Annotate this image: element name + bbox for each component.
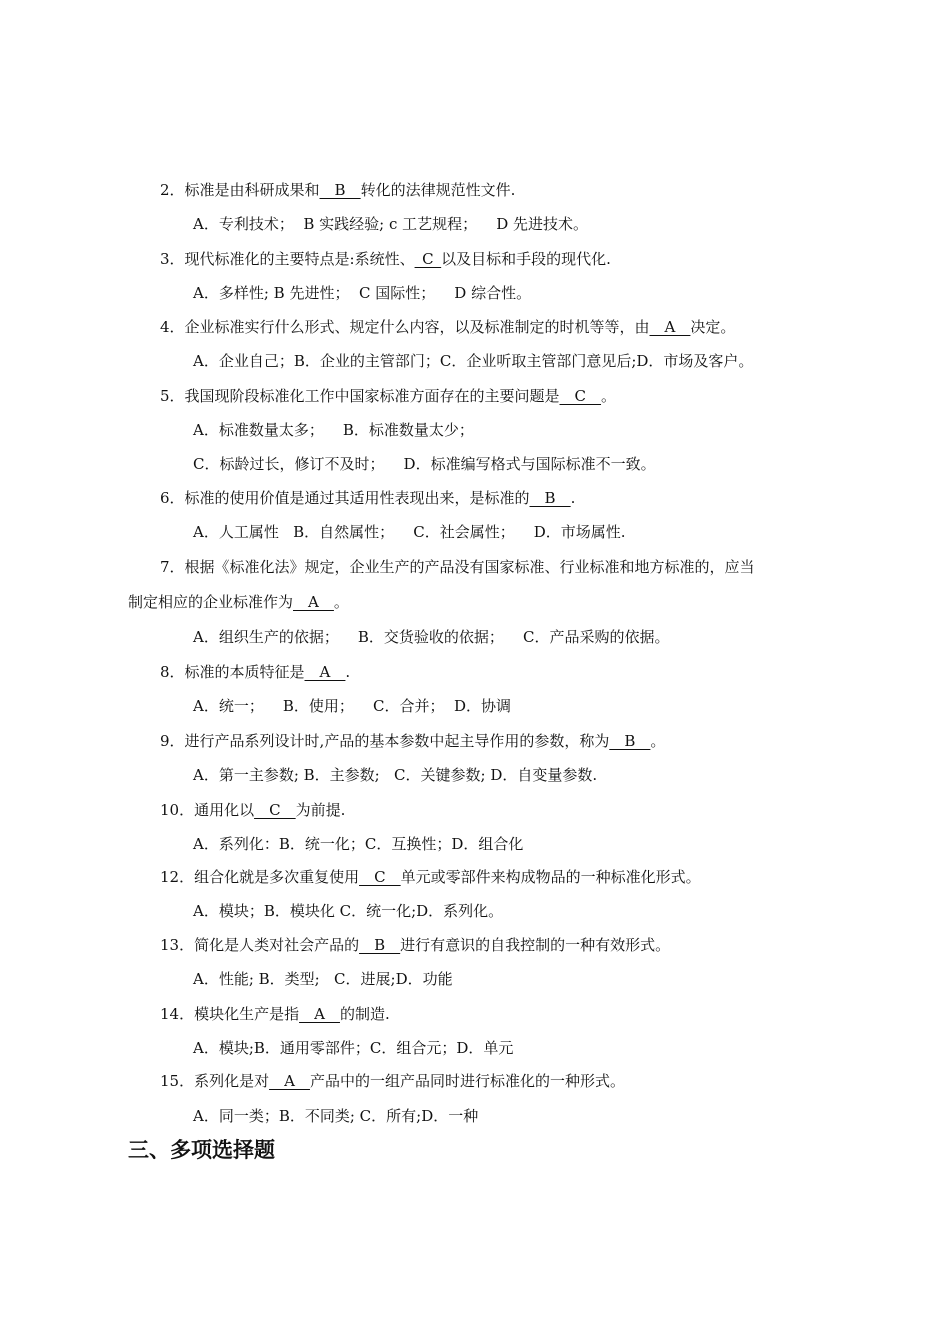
answer-blank: __C__ (359, 868, 401, 886)
answer-options: A．第一主参数; B．主参数; C．关键参数; D．自变量参数. (193, 766, 598, 784)
answer-blank: __B__ (529, 489, 571, 507)
question-text: 。 (650, 732, 666, 750)
question-text: 6．标准的使用价值是通过其适用性表现出来，是标准的 (160, 489, 530, 507)
question-text: 14．模块化生产是指 (160, 1005, 300, 1023)
answer-blank: __B__ (319, 181, 361, 199)
question-text: 10．通用化以 (160, 801, 255, 819)
question-text: 9．进行产品系列设计时,产品的基本参数中起主导作用的参数，称为 (160, 732, 610, 750)
question-text: 进行有意识的自我控制的一种有效形式。 (400, 936, 671, 954)
answer-options: A．组织生产的依据； B．交货验收的依据； C．产品采购的依据。 (193, 628, 670, 646)
question-text: 7．根据《标准化法》规定，企业生产的产品没有国家标准、行业标准和地方标准的，应当 (160, 558, 755, 576)
answer-blank: __A__ (269, 1072, 310, 1090)
question-text: 制定相应的企业标准作为 (128, 593, 294, 611)
question-text: 以及目标和手段的现代化. (441, 250, 611, 268)
question-stem (160, 800, 345, 820)
answer-blank: __B__ (609, 732, 651, 750)
answer-blank: __C__ (559, 387, 602, 405)
answer-blank: __A__ (649, 318, 691, 336)
question-stem (160, 1071, 625, 1091)
question-text: 15．系列化是对 (160, 1072, 270, 1090)
answer-blank: __A__ (304, 663, 346, 681)
question-text: 单元或零部件来构成物品的一种标准化形式。 (400, 868, 701, 886)
question-stem-continued (128, 592, 349, 612)
question-text: 3．现代标准化的主要特点是:系统性、 (160, 250, 415, 268)
answer-options: A．系列化：B．统一化；C．互换性；D．组合化 (193, 835, 524, 853)
question-stem (160, 180, 515, 200)
answer-options: A．人工属性 B．自然属性； C．社会属性； D．市场属性. (193, 523, 626, 541)
answer-options: A．性能; B．类型; C．进展;D．功能 (193, 970, 453, 988)
answer-options: A．统一； B．使用； C．合并； D．协调 (193, 697, 512, 715)
answer-blank: __B__ (359, 936, 401, 954)
question-text: 的制造. (339, 1005, 390, 1023)
answer-blank: __C__ (254, 801, 296, 819)
question-text: 5．我国现阶段标准化工作中国家标准方面存在的主要问题是 (160, 387, 560, 405)
question-stem (160, 317, 735, 337)
question-text: 。 (333, 593, 349, 611)
section-heading: 三、多项选择题 (128, 1138, 275, 1162)
answer-blank: _C_ (414, 250, 442, 268)
question-text: 转化的法律规范性文件. (360, 181, 516, 199)
question-text: 13．简化是人类对社会产品的 (160, 936, 360, 954)
question-text: 2．标准是由科研成果和 (160, 181, 320, 199)
answer-options: A．多样性; B 先进性； C 国际性； D 综合性。 (193, 284, 532, 302)
answer-options: A．企业自己；B．企业的主管部门；C．企业听取主管部门意见后;D．市场及客户。 (193, 352, 754, 370)
question-stem (160, 1004, 390, 1024)
question-stem (160, 935, 670, 955)
question-stem (160, 386, 616, 406)
question-text: 。 (601, 387, 617, 405)
question-text: 8．标准的本质特征是 (160, 663, 305, 681)
answer-blank: __A__ (293, 593, 334, 611)
answer-options: A．模块;B．通用零部件；C．组合元；D．单元 (193, 1039, 514, 1057)
question-text: . (570, 489, 576, 507)
question-stem (160, 557, 755, 577)
answer-options: A．模块；B．模块化 C．统一化;D．系列化。 (193, 902, 504, 920)
question-text: . (345, 663, 351, 681)
question-text: 4．企业标准实行什么形式、规定什么内容，以及标准制定的时机等等，由 (160, 318, 650, 336)
question-stem (160, 662, 350, 682)
answer-options: A．标准数量太多； B．标准数量太少； (193, 421, 474, 439)
answer-options: C．标龄过长，修订不及时； D．标准编写格式与国际标准不一致。 (193, 455, 656, 473)
answer-blank: __A__ (299, 1005, 340, 1023)
question-text: 决定。 (690, 318, 736, 336)
answer-options: A．专利技术； B 实践经验; c 工艺规程； D 先进技术。 (193, 215, 589, 233)
answer-options: A．同一类；B．不同类; C．所有;D．一种 (193, 1107, 479, 1125)
question-stem (160, 867, 701, 887)
question-text: 12．组合化就是多次重复使用 (160, 868, 360, 886)
question-stem (160, 488, 575, 508)
question-stem (160, 249, 611, 269)
question-stem (160, 731, 665, 751)
question-text: 产品中的一组产品同时进行标准化的一种形式。 (309, 1072, 625, 1090)
question-text: 为前提. (295, 801, 346, 819)
